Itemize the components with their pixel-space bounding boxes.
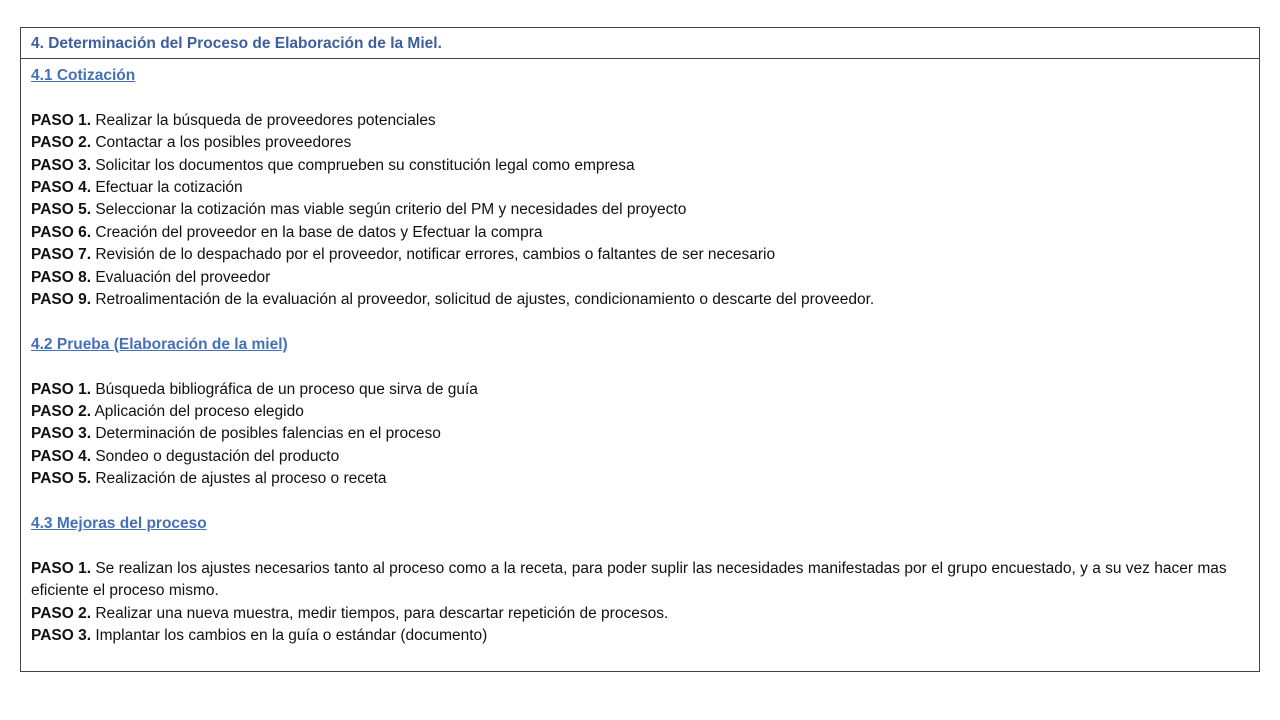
step-label: PASO 9.	[31, 291, 92, 309]
step-text: Implantar los cambios en la guía o estándar (documento)	[91, 627, 488, 645]
step-label: PASO 3.	[31, 156, 92, 174]
list-item	[31, 558, 1249, 603]
spacer	[31, 311, 1249, 333]
spacer	[31, 87, 1249, 109]
spacer	[31, 356, 1249, 378]
step-label: PASO 2.	[31, 604, 92, 622]
table-header-title: 4. Determinación del Proceso de Elaboración de la Miel.	[21, 28, 1259, 59]
step-text: Retroalimentación de la evaluación al proveedor, solicitud de ajustes, condicionamiento o descarte del proveedor.	[91, 291, 875, 309]
step-label: PASO 2.	[31, 403, 92, 421]
table-body-cell	[21, 59, 1259, 647]
list-item	[31, 379, 1249, 401]
spacer	[31, 491, 1249, 513]
step-text: Seleccionar la cotización mas viable según criterio del PM y necesidades del proyecto	[91, 201, 687, 219]
step-label: PASO 1.	[31, 559, 92, 577]
process-table	[20, 27, 1260, 672]
step-text: Realización de ajustes al proceso o receta	[91, 470, 387, 488]
list-item	[31, 244, 1249, 266]
list-item	[31, 267, 1249, 289]
step-text: Revisión de lo despachado por el proveedor, notificar errores, cambios o faltantes de ser necesario	[91, 246, 776, 264]
step-text: Evaluación del proveedor	[91, 268, 271, 286]
list-item	[31, 468, 1249, 490]
list-item	[31, 603, 1249, 625]
list-item	[31, 199, 1249, 221]
step-text: Solicitar los documentos que comprueben su constitución legal como empresa	[91, 156, 635, 174]
step-label: PASO 7.	[31, 246, 92, 264]
step-label: PASO 3.	[31, 425, 92, 443]
step-text: Contactar a los posibles proveedores	[91, 134, 352, 152]
step-text: Determinación de posibles falencias en el proceso	[91, 425, 441, 443]
section-title-prueba: 4.2 Prueba (Elaboración de la miel)	[31, 335, 288, 353]
step-text: Realizar una nueva muestra, medir tiempos, para descartar repetición de procesos.	[91, 604, 669, 622]
section-title-mejoras: 4.3 Mejoras del proceso	[31, 515, 207, 533]
step-text: Se realizan los ajustes necesarios tanto al proceso como a la receta, para poder suplir las necesidades manifestadas por el grupo encuestado, y a su vez hacer mas eficiente el proceso mismo.	[31, 559, 1227, 600]
list-item	[31, 446, 1249, 468]
step-text: Aplicación del proceso elegido	[91, 403, 304, 421]
step-label: PASO 5.	[31, 201, 92, 219]
step-label: PASO 8.	[31, 268, 92, 286]
step-text: Sondeo o degustación del producto	[91, 447, 340, 465]
list-item	[31, 110, 1249, 132]
spacer	[31, 535, 1249, 557]
step-label: PASO 5.	[31, 470, 92, 488]
list-item	[31, 289, 1249, 311]
section-title-cotizacion: 4.1 Cotización	[31, 67, 136, 84]
list-item	[31, 625, 1249, 647]
list-item	[31, 423, 1249, 445]
list-item	[31, 177, 1249, 199]
step-label: PASO 2.	[31, 134, 92, 152]
list-item	[31, 401, 1249, 423]
step-text: Búsqueda bibliográfica de un proceso que sirva de guía	[91, 380, 478, 398]
step-label: PASO 4.	[31, 179, 92, 197]
list-item	[31, 132, 1249, 154]
step-label: PASO 6.	[31, 223, 92, 241]
step-text: Realizar la búsqueda de proveedores potenciales	[91, 111, 436, 129]
list-item	[31, 155, 1249, 177]
list-item	[31, 222, 1249, 244]
step-text: Efectuar la cotización	[91, 179, 243, 197]
step-text: Creación del proveedor en la base de datos y Efectuar la compra	[91, 223, 543, 241]
step-label: PASO 4.	[31, 447, 92, 465]
step-label: PASO 1.	[31, 380, 92, 398]
step-label: PASO 1.	[31, 111, 92, 129]
step-label: PASO 3.	[31, 627, 92, 645]
